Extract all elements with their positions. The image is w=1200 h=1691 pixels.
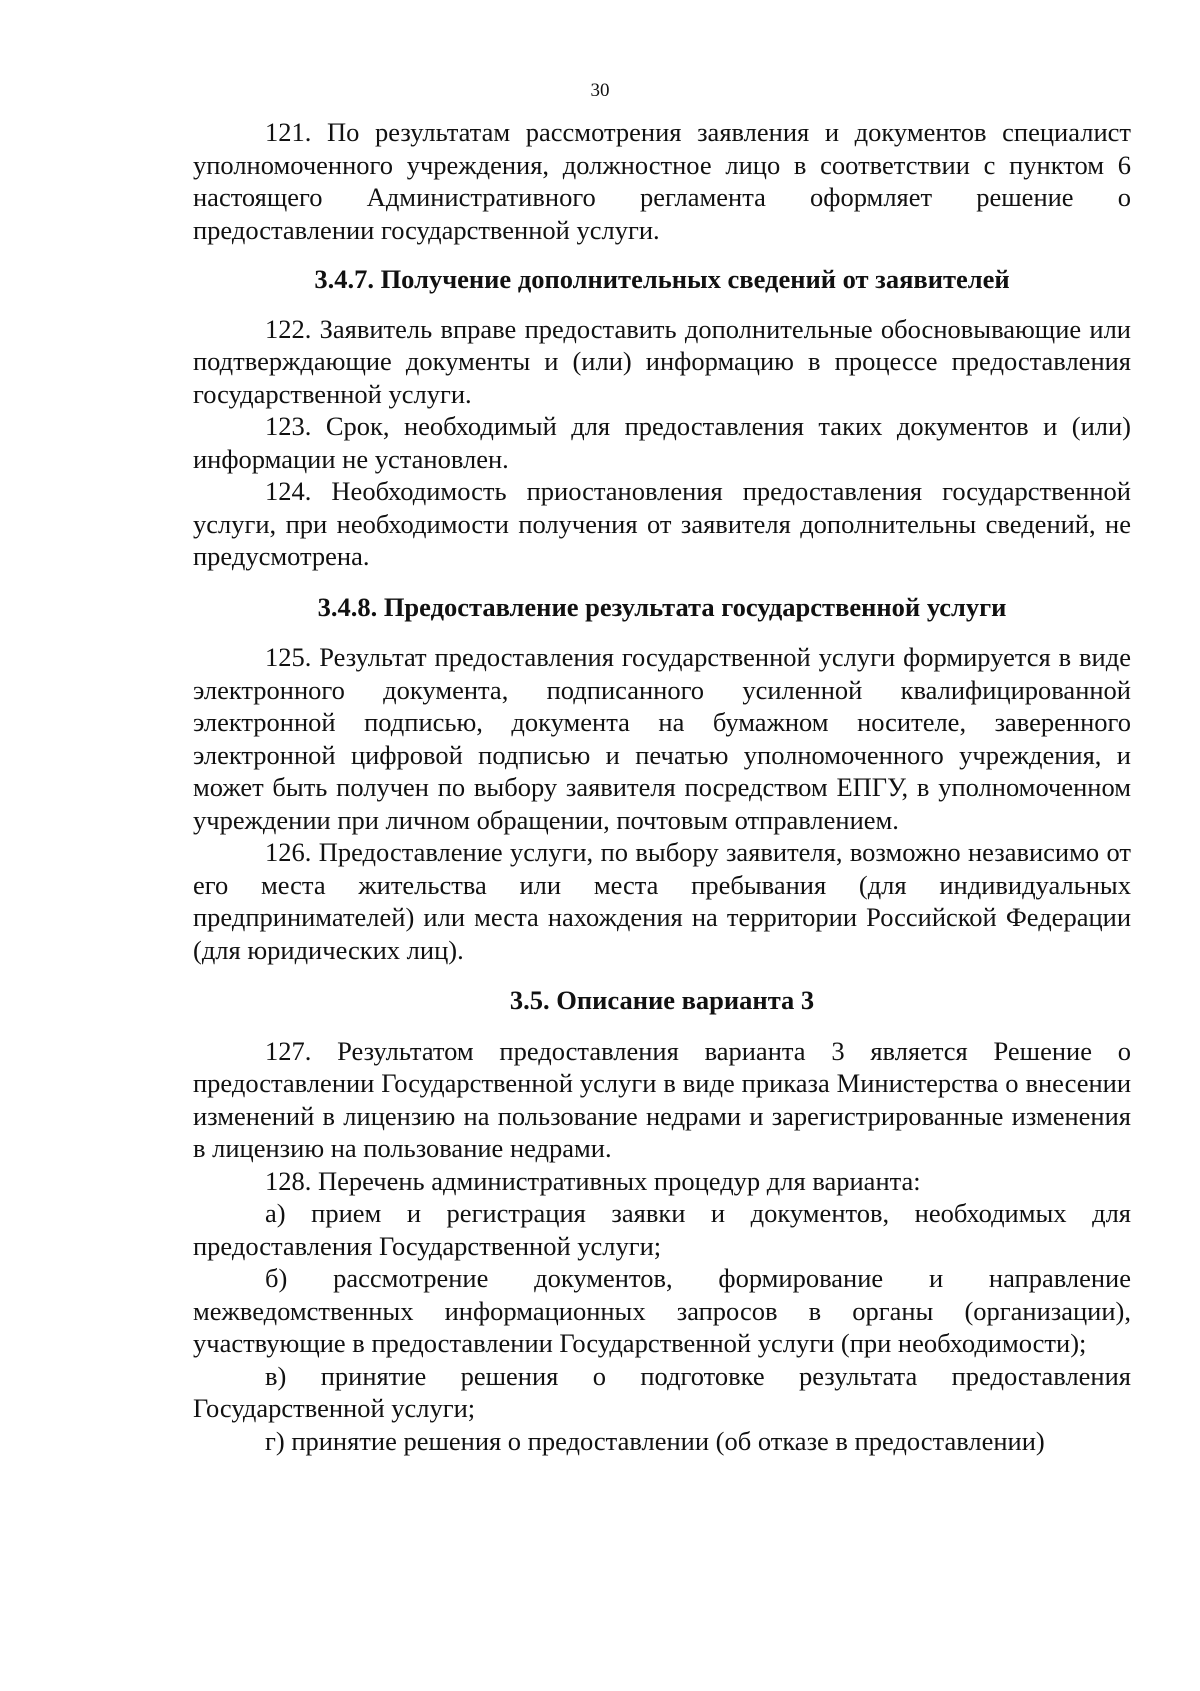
- paragraph-125: 125. Результат предоставления государственной услуги формируется в виде электронного документа, подписанного усиленной квалифицированной электронной подписью, документа на бумажном носителе, заверенного электронной цифровой подписью и печатью уполномоченного учреждения, и может быть получен по выбору заявителя посредством ЕПГУ, в уполномоченном учреждении при личном обращении, почтовым отправлением.: [193, 642, 1131, 835]
- paragraph-124: 124. Необходимость приостановления предоставления государственной услуги, при необходимости получения от заявителя дополнительны сведений, не предусмотрена.: [193, 476, 1131, 571]
- paragraph-122: 122. Заявитель вправе предоставить дополнительные обосновывающие или подтверждающие документы и (или) информацию в процессе предоставления государственной услуги.: [193, 313, 1131, 409]
- list-item-g: г) принятие решения о предоставлении (об отказе в предоставлении): [265, 1425, 1045, 1456]
- section-heading-3-4-8: 3.4.8. Предоставление результата государственной услуги: [317, 591, 1007, 622]
- list-item-b: б) рассмотрение документов, формирование и направление межведомственных информационных запросов в органы (организации), участвующие в предоставлении Государственной услуги (при необходимости);: [193, 1263, 1131, 1358]
- page-number: 30: [590, 80, 610, 101]
- document-body: [193, 116, 1131, 1457]
- paragraph-128: 128. Перечень административных процедур для варианта:: [265, 1165, 921, 1196]
- section-heading-3-5: 3.5. Описание варианта 3: [509, 985, 815, 1015]
- paragraph-123: 123. Срок, необходимый для предоставления таких документов и (или) информации не установлен.: [193, 411, 1131, 474]
- paragraph-126: 126. Предоставление услуги, по выбору заявителя, возможно независимо от его места жительства или места пребывания (для индивидуальных предпринимателей) или места нахождения на территории Российской Федерации (для юридических лиц).: [193, 837, 1131, 965]
- paragraph-121: 121. По результатам рассмотрения заявления и документов специалист уполномоченного учреждения, должностное лицо в соответствии с пунктом 6 настоящего Административного регламента оформляет решение о предоставлении государственной услуги.: [193, 117, 1131, 245]
- list-item-v: в) принятие решения о подготовке результата предоставления Государственной услуги;: [193, 1360, 1131, 1423]
- list-item-a: а) прием и регистрация заявки и документов, необходимых для предоставления Государственной услуги;: [193, 1198, 1131, 1261]
- paragraph-127: 127. Результатом предоставления варианта 3 является Решение о предоставлении Государственной услуги в виде приказа Министерства о внесении изменений в лицензию на пользование недрами и зарегистрированные изменения в лицензию на пользование недрами.: [193, 1035, 1131, 1163]
- section-heading-3-4-7: 3.4.7. Получение дополнительных сведений от заявителей: [314, 264, 1010, 294]
